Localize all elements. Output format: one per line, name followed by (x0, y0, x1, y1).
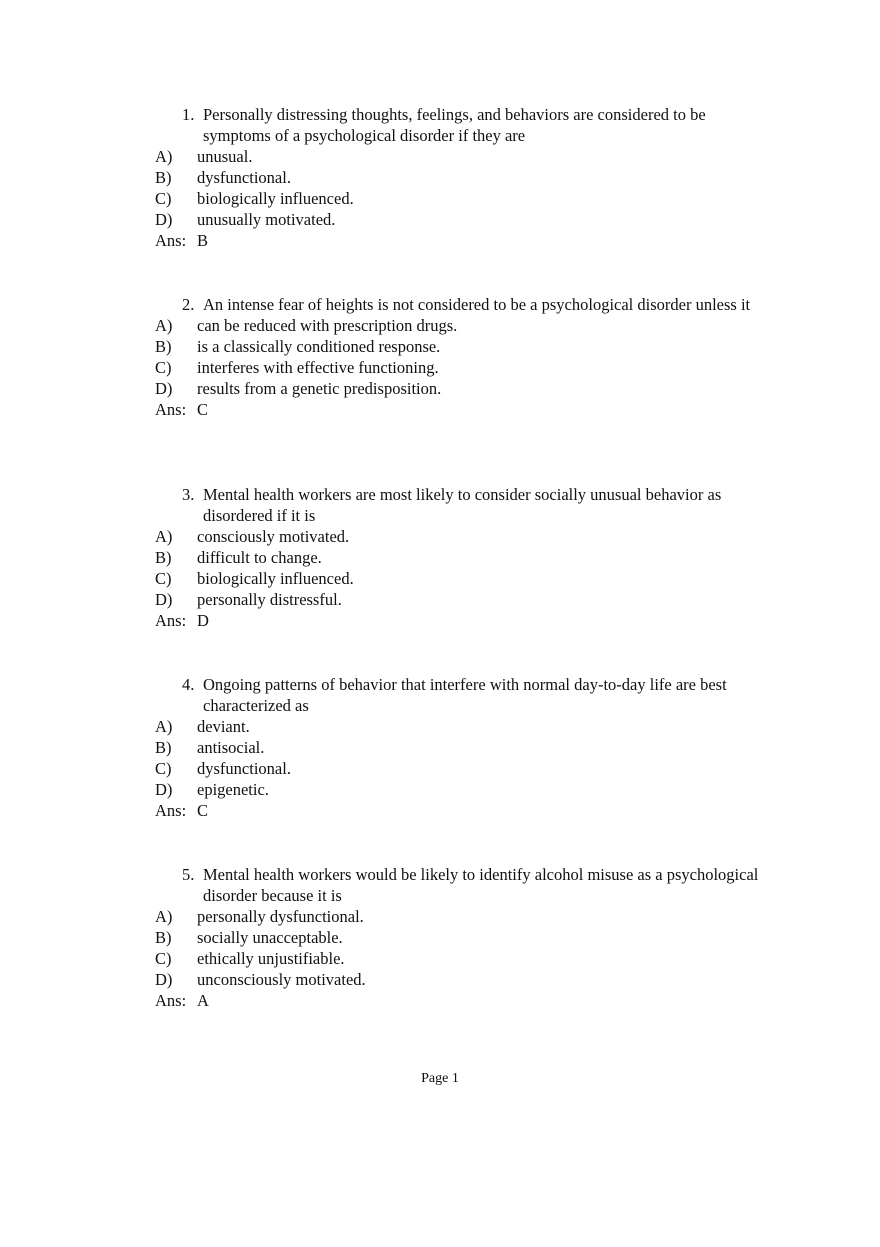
option-d (155, 378, 775, 399)
option-text: unconsciously motivated. (197, 970, 366, 989)
option-text: epigenetic. (197, 780, 269, 799)
option-text: unusually motivated. (197, 210, 336, 229)
option-letter: C) (155, 759, 172, 778)
option-letter: C) (155, 189, 172, 208)
question-4 (155, 674, 775, 821)
question-2 (155, 294, 775, 420)
option-a (155, 315, 775, 336)
option-b (155, 927, 775, 948)
option-text: difficult to change. (197, 548, 322, 567)
option-text: socially unacceptable. (197, 928, 343, 947)
answer-line (155, 990, 775, 1011)
question-text: Mental health workers are most likely to consider socially unusual behavior as disordered if it is (203, 485, 722, 525)
option-letter: D) (155, 590, 173, 609)
option-d (155, 589, 775, 610)
option-c (155, 357, 775, 378)
question-text: Ongoing patterns of behavior that interfere with normal day-to-day life are best characterized as (203, 675, 727, 715)
answer-label: Ans: (155, 801, 187, 820)
answer-label: Ans: (155, 611, 187, 630)
option-letter: A) (155, 147, 173, 166)
option-d (155, 209, 775, 230)
option-text: interferes with effective functioning. (197, 358, 439, 377)
option-text: ethically unjustifiable. (197, 949, 345, 968)
question-3 (155, 484, 775, 631)
option-c (155, 758, 775, 779)
option-letter: A) (155, 527, 173, 546)
question-number: 5. (182, 865, 195, 884)
option-a (155, 716, 775, 737)
option-a (155, 906, 775, 927)
question-text: Personally distressing thoughts, feelings, and behaviors are considered to be symptoms of a psychological disorder if they are (203, 105, 706, 145)
option-d (155, 779, 775, 800)
option-letter: C) (155, 358, 172, 377)
option-b (155, 547, 775, 568)
option-text: biologically influenced. (197, 569, 354, 588)
answer-line (155, 610, 775, 631)
answer-value: C (197, 801, 209, 820)
option-c (155, 948, 775, 969)
answer-line (155, 230, 775, 251)
question-stem (155, 294, 775, 315)
option-letter: D) (155, 780, 173, 799)
option-letter: B) (155, 928, 172, 947)
question-number: 2. (182, 295, 195, 314)
option-letter: C) (155, 569, 172, 588)
option-letter: B) (155, 168, 172, 187)
option-letter: A) (155, 717, 173, 736)
option-text: results from a genetic predisposition. (197, 379, 442, 398)
question-number: 1. (182, 105, 195, 124)
option-letter: B) (155, 738, 172, 757)
question-stem (155, 104, 775, 146)
question-number: 4. (182, 675, 195, 694)
option-d (155, 969, 775, 990)
option-b (155, 336, 775, 357)
option-text: deviant. (197, 717, 250, 736)
option-text: personally distressful. (197, 590, 342, 609)
answer-label: Ans: (155, 991, 187, 1010)
option-c (155, 188, 775, 209)
option-letter: D) (155, 379, 173, 398)
option-letter: D) (155, 210, 173, 229)
option-c (155, 568, 775, 589)
option-letter: B) (155, 337, 172, 356)
option-letter: B) (155, 548, 172, 567)
option-b (155, 167, 775, 188)
option-text: consciously motivated. (197, 527, 350, 546)
option-text: is a classically conditioned response. (197, 337, 441, 356)
answer-line (155, 800, 775, 821)
option-text: antisocial. (197, 738, 265, 757)
option-b (155, 737, 775, 758)
answer-line (155, 399, 775, 420)
question-stem (155, 864, 775, 906)
option-a (155, 526, 775, 547)
answer-value: D (197, 611, 209, 630)
option-letter: C) (155, 949, 172, 968)
question-text: Mental health workers would be likely to identify alcohol misuse as a psychological disorder because it is (203, 865, 759, 905)
option-text: biologically influenced. (197, 189, 354, 208)
question-number: 3. (182, 485, 195, 504)
option-letter: A) (155, 316, 173, 335)
option-text: dysfunctional. (197, 168, 291, 187)
option-letter: A) (155, 907, 173, 926)
question-5 (155, 864, 775, 1011)
question-stem (155, 484, 775, 526)
option-text: personally dysfunctional. (197, 907, 364, 926)
answer-value: A (197, 991, 209, 1010)
answer-label: Ans: (155, 400, 187, 419)
question-1 (155, 104, 775, 251)
answer-value: C (197, 400, 209, 419)
page-number: Page 1 (421, 1071, 459, 1086)
option-text: can be reduced with prescription drugs. (197, 316, 458, 335)
option-a (155, 146, 775, 167)
option-text: dysfunctional. (197, 759, 291, 778)
option-letter: D) (155, 970, 173, 989)
option-text: unusual. (197, 147, 253, 166)
question-text: An intense fear of heights is not considered to be a psychological disorder unless it (203, 295, 751, 314)
question-stem (155, 674, 775, 716)
answer-label: Ans: (155, 231, 187, 250)
answer-value: B (197, 231, 209, 250)
